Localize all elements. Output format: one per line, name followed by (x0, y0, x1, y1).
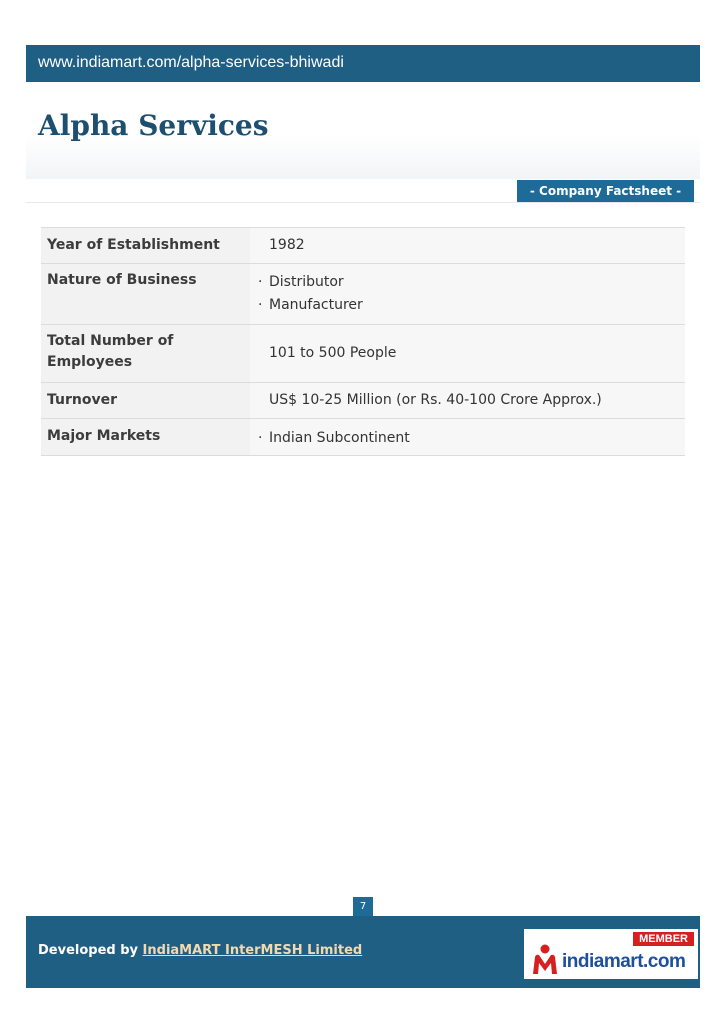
company-url[interactable]: www.indiamart.com/alpha-services-bhiwadi (38, 54, 344, 71)
facts-table (41, 227, 685, 456)
employees-label-line2: Employees (47, 354, 133, 370)
company-name: Alpha Services (38, 109, 269, 142)
row-label-cell (41, 264, 250, 324)
row-label-cell (41, 383, 250, 418)
developer-link[interactable]: IndiaMART InterMESH Limited (142, 943, 363, 958)
divider (26, 202, 700, 203)
bullet: · (258, 297, 263, 313)
row-value-cell (250, 419, 685, 455)
row-value-cell (250, 325, 685, 382)
year-value: 1982 (269, 237, 305, 253)
table-row (41, 419, 685, 456)
footer (26, 916, 700, 988)
turnover-value: US$ 10-25 Million (or Rs. 40-100 Crore Approx.) (269, 392, 602, 408)
page-number: 7 (353, 897, 373, 916)
nature-label: Nature of Business (47, 272, 197, 288)
employees-label-line1: Total Number of (47, 333, 174, 349)
url-bar (26, 45, 700, 82)
nature-value: Manufacturer (269, 297, 363, 313)
factsheet-page (26, 45, 700, 988)
developed-by-text: Developed by (38, 943, 143, 958)
section-tag: - Company Factsheet - (517, 180, 694, 202)
markets-value: Indian Subcontinent (269, 430, 410, 446)
logo-text: indiamart.com (562, 951, 686, 972)
list-item (258, 272, 344, 292)
table-row (41, 264, 685, 325)
table-row (41, 228, 685, 264)
list-item (258, 295, 363, 315)
footer-credit (38, 943, 362, 958)
row-value-cell (250, 264, 685, 324)
employees-value: 101 to 500 People (269, 345, 397, 361)
bullet: · (258, 430, 263, 446)
row-label-cell (41, 325, 250, 382)
turnover-label: Turnover (47, 392, 117, 408)
list-item (258, 428, 410, 448)
indiamart-logo[interactable] (524, 929, 698, 979)
row-label-cell (41, 228, 250, 263)
row-value-cell (250, 383, 685, 418)
member-badge: MEMBER (633, 932, 694, 946)
table-row (41, 325, 685, 383)
indiamart-m-logo-icon (531, 944, 559, 976)
row-value-cell (250, 228, 685, 263)
row-label-cell (41, 419, 250, 455)
bullet: · (258, 274, 263, 290)
markets-label: Major Markets (47, 428, 161, 444)
year-label: Year of Establishment (47, 237, 220, 253)
nature-value: Distributor (269, 274, 344, 290)
table-row (41, 383, 685, 419)
